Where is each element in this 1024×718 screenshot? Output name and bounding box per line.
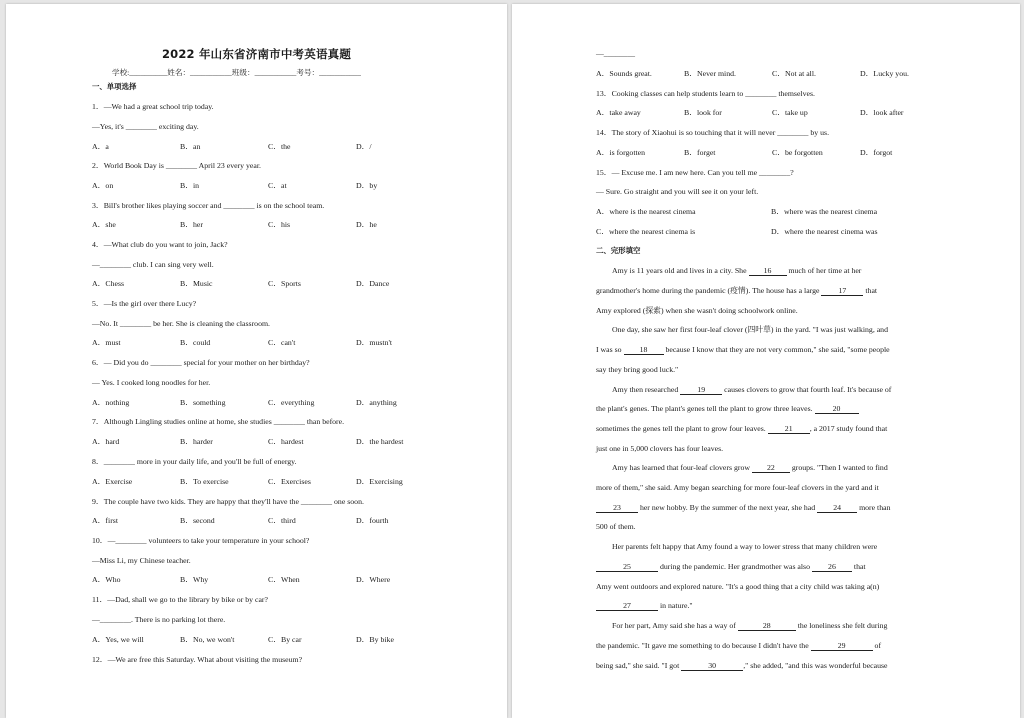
passage-line <box>596 286 877 296</box>
question-11: 11．—Dad, shall we go to the library by bike or by car? <box>92 595 268 604</box>
passage-text: sometimes the genes tell the plant to grow four leaves. <box>596 424 768 433</box>
question-1: 1．—We had a great school trip today. <box>92 102 214 111</box>
option-d: D．he <box>356 220 377 229</box>
blank-18[interactable]: 18 <box>624 345 664 355</box>
blank-23[interactable]: 23 <box>596 503 638 513</box>
blank-25[interactable]: 25 <box>596 562 658 572</box>
option-b: B．No, we won't <box>180 635 235 644</box>
option-d: D．Lucky you. <box>860 69 909 78</box>
option-b: B．To exercise <box>180 477 229 486</box>
option-b: B．Never mind. <box>684 69 736 78</box>
option-a: A．Who <box>92 575 121 584</box>
passage-text: that <box>851 562 866 571</box>
passage-text: ," she added, "and this was wonderful because <box>743 661 888 670</box>
passage-text: during the pandemic. Her grandmother was also <box>658 562 812 571</box>
option-c: C．Exercises <box>268 477 311 486</box>
passage-text: For her part, Amy said she has a way of <box>612 621 738 630</box>
option-d: D．/ <box>356 142 372 151</box>
option-a: A．Chess <box>92 279 125 288</box>
question-2: 2．World Book Day is ________ April 23 every year. <box>92 161 261 170</box>
question-5-reply: —No. It ________ be her. She is cleaning the classroom. <box>92 319 270 328</box>
option-a: A．a <box>92 142 109 151</box>
passage-text: being sad," she said. "I got <box>596 661 682 670</box>
passage-line <box>596 641 881 651</box>
option-d: D．the hardest <box>356 437 404 446</box>
passage-line <box>596 424 887 434</box>
option-c: C．Not at all. <box>772 69 816 78</box>
option-a: A．nothing <box>92 398 130 407</box>
option-d: D．by <box>356 181 378 190</box>
passage-line <box>612 621 887 631</box>
page-1[interactable] <box>6 4 507 718</box>
option-b: B．could <box>180 338 211 347</box>
blank-20[interactable]: 20 <box>815 404 859 414</box>
option-d: D．By bike <box>356 635 394 644</box>
passage-text: the plant's genes. The plant's genes tell the plant to grow three leaves. <box>596 404 815 413</box>
passage-text: , a 2017 study found that <box>809 424 888 433</box>
option-b: B．forget <box>684 148 716 157</box>
passage-line: more of them," she said. Amy began searching for more four-leaf clovers in the yard and it <box>596 483 879 492</box>
option-c: C．his <box>268 220 291 229</box>
option-a: A．where is the nearest cinema <box>596 207 696 216</box>
passage-line <box>596 404 859 414</box>
blank-17[interactable]: 17 <box>821 286 863 296</box>
passage-line: say they bring good luck." <box>596 365 679 374</box>
passage-text: of <box>872 641 882 650</box>
passage-line <box>596 503 890 513</box>
option-c: C．When <box>268 575 300 584</box>
option-d: D．fourth <box>356 516 389 525</box>
passage-text: causes clovers to grow that fourth leaf. It's because of <box>722 385 892 394</box>
option-a: A．she <box>92 220 116 229</box>
question-7: 7．Although Lingling studies online at home, she studies ________ than before. <box>92 417 345 426</box>
question-6-reply: — Yes. I cooked long noodles for her. <box>92 378 211 387</box>
question-15: 15．— Excuse me. I am new here. Can you tell me ________? <box>596 168 794 177</box>
option-b: B．look for <box>684 108 722 117</box>
question-15-reply: — Sure. Go straight and you will see it on your left. <box>596 187 759 196</box>
option-c: C．at <box>268 181 287 190</box>
option-a: A．hard <box>92 437 120 446</box>
option-a: A．is forgotten <box>596 148 646 157</box>
option-c: C．hardest <box>268 437 304 446</box>
passage-line: just one in 5,000 clovers has four leaves. <box>596 444 724 453</box>
option-a: A．Exercise <box>92 477 133 486</box>
question-6: 6．— Did you do ________ special for your mother on her birthday? <box>92 358 310 367</box>
option-a: A．on <box>92 181 114 190</box>
question-4: 4．—What club do you want to join, Jack? <box>92 240 228 249</box>
question-12: 12．—We are free this Saturday. What about visiting the museum? <box>92 655 303 664</box>
option-c: C．take up <box>772 108 808 117</box>
option-b: B．in <box>180 181 200 190</box>
passage-text: the loneliness she felt during <box>795 621 888 630</box>
option-b: B．Why <box>180 575 209 584</box>
option-d: D．Exercising <box>356 477 403 486</box>
page-title: 2022 年山东省济南市中考英语真题 <box>161 47 352 61</box>
option-c: C．everything <box>268 398 315 407</box>
blank-30[interactable]: 30 <box>681 661 743 671</box>
passage-text: grandmother's home during the pandemic (疫情). The house has a large <box>596 286 822 295</box>
page-2[interactable] <box>512 4 1020 718</box>
section-heading-2: 二、完形填空 <box>596 246 641 255</box>
passage-text: her new hobby. By the summer of the next year, she had <box>638 503 818 512</box>
option-a: A．take away <box>596 108 641 117</box>
passage-line <box>612 463 888 473</box>
option-a: A．must <box>92 338 121 347</box>
option-a: A．Yes, we will <box>92 635 144 644</box>
blank-26[interactable]: 26 <box>812 562 852 572</box>
question-1-reply: —Yes, it's ________ exciting day. <box>92 122 199 131</box>
option-c: C．third <box>268 516 296 525</box>
passage-text: Amy has learned that four-leaf clovers grow <box>612 463 752 472</box>
option-a: A．Sounds great. <box>596 69 652 78</box>
passage-line <box>596 661 887 671</box>
passage-line: Amy went outdoors and explored nature. "It's a good thing that a city child was taking a(n) <box>596 582 880 591</box>
question-10: 10．—________ volunteers to take your temperature in your school? <box>92 536 310 545</box>
option-c: C．be forgotten <box>772 148 823 157</box>
blank-28[interactable]: 28 <box>738 621 796 631</box>
question-5: 5．—Is the girl over there Lucy? <box>92 299 197 308</box>
passage-text: because I know that they are not very common," she said, "some people <box>663 345 890 354</box>
passage-line <box>612 266 861 276</box>
passage-text: much of her time at her <box>786 266 862 275</box>
option-d: D．Where <box>356 575 391 584</box>
student-info-line: 学校:__________姓名：___________班级：___________考号：___________ <box>112 68 361 77</box>
option-d: D．look after <box>860 108 904 117</box>
passage-line: Amy explored (探索) when she wasn't doing schoolwork online. <box>596 306 798 315</box>
question-13: 13．Cooking classes can help students learn to ________ themselves. <box>596 89 815 98</box>
question-12-reply: —________ <box>596 49 635 58</box>
passage-line <box>596 562 866 572</box>
option-a: A．first <box>92 516 118 525</box>
question-4-reply: —________ club. I can sing very well. <box>92 260 214 269</box>
blank-16[interactable]: 16 <box>749 266 787 276</box>
passage-line: Her parents felt happy that Amy found a way to lower stress that many children were <box>612 542 878 551</box>
passage-text: I was so <box>596 345 624 354</box>
passage-text: the pandemic. "It gave me something to do because I didn't have the <box>596 641 811 650</box>
question-10-reply: —Miss Li, my Chinese teacher. <box>92 556 191 565</box>
blank-22[interactable]: 22 <box>752 463 790 473</box>
passage-text: more than <box>857 503 891 512</box>
option-c: C．the <box>268 142 291 151</box>
question-3: 3．Bill's brother likes playing soccer and ________ is on the school team. <box>92 201 325 210</box>
option-c: C．By car <box>268 635 302 644</box>
passage-line: 500 of them. <box>596 522 636 531</box>
option-d: D．where the nearest cinema was <box>771 227 878 236</box>
option-c: C．Sports <box>268 279 301 288</box>
passage-text: in nature." <box>658 601 693 610</box>
passage-line <box>596 601 693 611</box>
section-heading-1: 一、单项选择 <box>92 82 137 91</box>
option-d: D．forgot <box>860 148 893 157</box>
passage-text: Amy then researched <box>612 385 681 394</box>
passage-line <box>596 345 890 355</box>
passage-text: Amy is 11 years old and lives in a city. She <box>612 266 749 275</box>
passage-text: groups. "Then I wanted to find <box>789 463 888 472</box>
passage-line <box>612 385 891 395</box>
option-b: B．Music <box>180 279 213 288</box>
option-b: B．an <box>180 142 201 151</box>
blank-21[interactable]: 21 <box>768 424 810 434</box>
passage-text: that <box>863 286 878 295</box>
option-b: B．something <box>180 398 226 407</box>
option-c: C．where the nearest cinema is <box>596 227 696 236</box>
blank-29[interactable]: 29 <box>811 641 873 651</box>
passage-line: One day, she saw her first four-leaf clover (四叶草) in the yard. "I was just walking, and <box>612 325 888 334</box>
option-b: B．second <box>180 516 215 525</box>
option-b: B．harder <box>180 437 213 446</box>
option-b: B．where was the nearest cinema <box>771 207 878 216</box>
question-8: 8．________ more in your daily life, and you'll be full of energy. <box>92 457 297 466</box>
option-b: B．her <box>180 220 203 229</box>
question-9: 9．The couple have two kids. They are happy that they'll have the ________ one soon. <box>92 497 364 506</box>
blank-19[interactable]: 19 <box>680 385 722 395</box>
blank-27[interactable]: 27 <box>596 601 658 611</box>
question-11-reply: —________. There is no parking lot there. <box>92 615 226 624</box>
question-14: 14．The story of Xiaohui is so touching that it will never ________ by us. <box>596 128 830 137</box>
option-d: D．Dance <box>356 279 390 288</box>
option-c: C．can't <box>268 338 296 347</box>
option-d: D．mustn't <box>356 338 393 347</box>
blank-24[interactable]: 24 <box>817 503 857 513</box>
option-d: D．anything <box>356 398 397 407</box>
